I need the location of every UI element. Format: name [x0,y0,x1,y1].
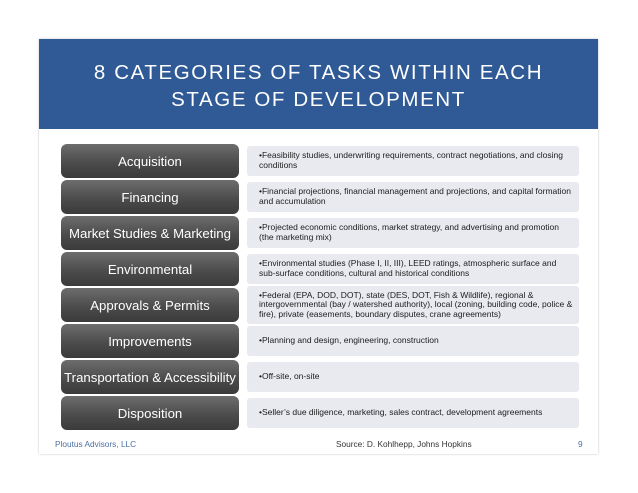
task-row-market-studies [39,216,598,250]
task-row-approvals-permits [39,288,598,322]
task-row-transportation [39,360,598,394]
category-label: Disposition [61,396,239,430]
category-label: Approvals & Permits [61,288,239,322]
category-description: •Seller’s due diligence, marketing, sales contract, development agreements [247,398,579,428]
category-description: •Planning and design, engineering, construction [247,326,579,356]
category-label: Environmental [61,252,239,286]
category-label: Financing [61,180,239,214]
title-band [39,39,598,129]
category-description: •Off-site, on-site [247,362,579,392]
category-description: •Feasibility studies, underwriting requirements, contract negotiations, and closing conditions [247,146,579,176]
category-label: Acquisition [61,144,239,178]
category-description: •Financial projections, financial management and projections, and capital formation and accumulation [247,182,579,212]
task-row-disposition [39,396,598,430]
slide-title: 8 CATEGORIES OF TASKS WITHIN EACH STAGE OF DEVELOPMENT [93,61,544,111]
footer-company: Ploutus Advisors, LLC [55,439,137,449]
task-row-environmental [39,252,598,286]
category-label: Market Studies & Marketing [61,216,239,250]
category-description: •Federal (EPA, DOD, DOT), state (DES, DOT, Fish & Wildlife), regional & intergovernmental (bay / watershed authority), local (zoning, building code, police & fire), private (easements, boundary disputes, crane agreements) [247,286,579,324]
slide [39,39,598,454]
category-label: Improvements [61,324,239,358]
page-number: 9 [578,439,583,449]
category-description: •Projected economic conditions, market strategy, and advertising and promotion (the marketing mix) [247,218,579,248]
task-row-financing [39,180,598,214]
category-description: •Environmental studies (Phase I, II, III), LEED ratings, atmospheric surface and sub-surface conditions, cultural and historical conditions [247,254,579,284]
task-table [39,132,598,434]
task-row-improvements [39,324,598,358]
footer-source: Source: D. Kohlhepp, Johns Hopkins [336,439,472,449]
task-row-acquisition [39,144,598,178]
category-label: Transportation & Accessibility [61,360,239,394]
